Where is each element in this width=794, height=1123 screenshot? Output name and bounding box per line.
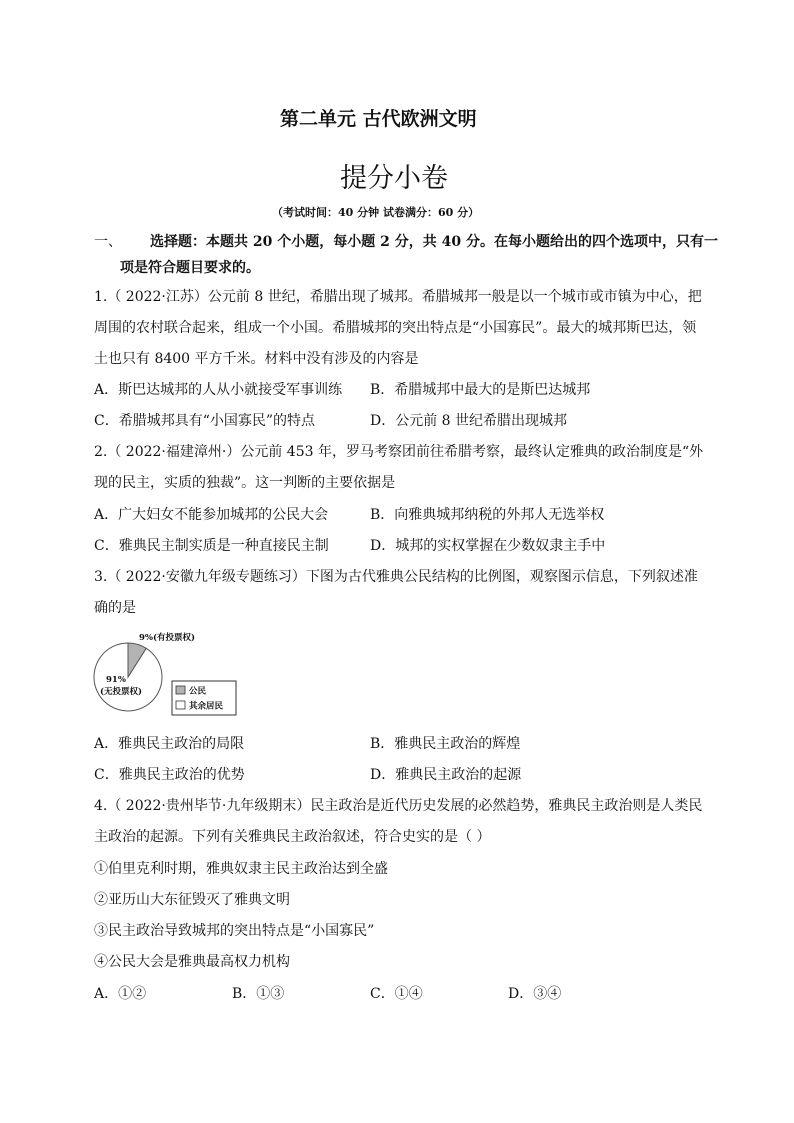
question-1-line-1: 1.（ 2022·江苏）公元前 8 世纪，希腊出现了城邦。希腊城邦一般是以一个城市或市镇为中心，把 bbox=[94, 289, 702, 305]
question-3-option-a[interactable]: A．雅典民主政治的局限 bbox=[94, 736, 245, 752]
question-4-option-c[interactable]: C．①④ bbox=[370, 986, 423, 1002]
question-4-option-b[interactable]: B．①③ bbox=[232, 986, 285, 1002]
question-2-option-c[interactable]: C．雅典民主制实质是一种直接民主制 bbox=[94, 538, 329, 554]
section-instruction-line2: 项是符合题目要求的。 bbox=[120, 260, 260, 276]
question-4-line-1: 4.（ 2022·贵州毕节·九年级期末）民主政治是近代历史发展的必然趋势，雅典民主政治则是人类民 bbox=[94, 798, 703, 814]
question-2-option-d[interactable]: D．城邦的实权掌握在少数奴隶主手中 bbox=[370, 538, 606, 554]
legend-label-others: 其余居民 bbox=[189, 701, 224, 712]
section-number: 一、 bbox=[94, 234, 122, 250]
question-4-statement-1: ①伯里克利时期，雅典奴隶主民主政治达到全盛 bbox=[94, 861, 388, 877]
pie-chart-svg bbox=[92, 625, 242, 721]
legend-label-citizen: 公民 bbox=[189, 686, 207, 697]
question-1-line-3: 土也只有 8400 平方千米。材料中没有涉及的内容是 bbox=[94, 351, 419, 367]
question-4-statement-3: ③民主政治导致城邦的突出特点是“小国寡民” bbox=[94, 923, 375, 939]
question-3-option-c[interactable]: C．雅典民主政治的优势 bbox=[94, 767, 245, 783]
question-1-option-a[interactable]: A．斯巴达城邦的人从小就接受军事训练 bbox=[94, 382, 343, 398]
question-4-statement-4: ④公民大会是雅典最高权力机构 bbox=[94, 954, 290, 970]
question-2-line-1: 2.（ 2022·福建漳州·）公元前 453 年，罗马考察团前往希腊考察，最终认定雅典的政治制度是“外 bbox=[94, 444, 704, 460]
question-1-option-d[interactable]: D．公元前 8 世纪希腊出现城邦 bbox=[370, 413, 568, 429]
question-3-option-b[interactable]: B．雅典民主政治的辉煌 bbox=[370, 736, 521, 752]
legend-swatch-citizen bbox=[176, 686, 185, 694]
unit-title: 第二单元 古代欧洲文明 bbox=[280, 108, 477, 130]
legend-swatch-others bbox=[176, 701, 185, 709]
question-2-line-2: 现的民主，实质的独裁”。这一判断的主要依据是 bbox=[94, 475, 396, 491]
question-4-option-a[interactable]: A．①② bbox=[94, 986, 147, 1002]
exam-info: （考试时间：40 分钟 试卷满分：60 分） bbox=[272, 206, 480, 219]
question-1-line-2: 周围的农村联合起来，组成一个小国。希腊城邦的突出特点是“小国寡民”。最大的城邦斯巴达，领 bbox=[94, 320, 697, 336]
question-4-statement-2: ②亚历山大东征毁灭了雅典文明 bbox=[94, 892, 290, 908]
question-4-line-2: 主政治的起源。下列有关雅典民主政治叙述，符合史实的是（ ） bbox=[94, 829, 491, 845]
question-1-option-b[interactable]: B．希腊城邦中最大的是斯巴达城邦 bbox=[370, 382, 591, 398]
pie-label-others-note: (无投票权) bbox=[100, 687, 143, 697]
question-2-option-a[interactable]: A．广大妇女不能参加城邦的公民大会 bbox=[94, 507, 329, 523]
question-1-option-c[interactable]: C．希腊城邦具有“小国寡民”的特点 bbox=[94, 413, 316, 429]
question-4-option-d[interactable]: D．③④ bbox=[508, 986, 562, 1002]
pie-label-others-pct: 91% bbox=[106, 675, 126, 685]
question-3-line-2: 确的是 bbox=[94, 600, 136, 616]
question-3-line-1: 3.（ 2022·安徽九年级专题练习）下图为古代雅典公民结构的比例图，观察图示信息，下列叙述准 bbox=[94, 569, 698, 585]
section-instruction: 选择题：本题共 20 个小题，每小题 2 分，共 40 分。在每小题给出的四个选项中，只有一 bbox=[150, 234, 718, 250]
question-3-option-d[interactable]: D．雅典民主政治的起源 bbox=[370, 767, 522, 783]
citizen-structure-pie-chart bbox=[92, 625, 242, 721]
pie-label-citizen: 9%(有投票权) bbox=[139, 633, 196, 643]
question-2-option-b[interactable]: B．向雅典城邦纳税的外邦人无选举权 bbox=[370, 507, 605, 523]
paper-title: 提分小卷 bbox=[340, 163, 448, 194]
